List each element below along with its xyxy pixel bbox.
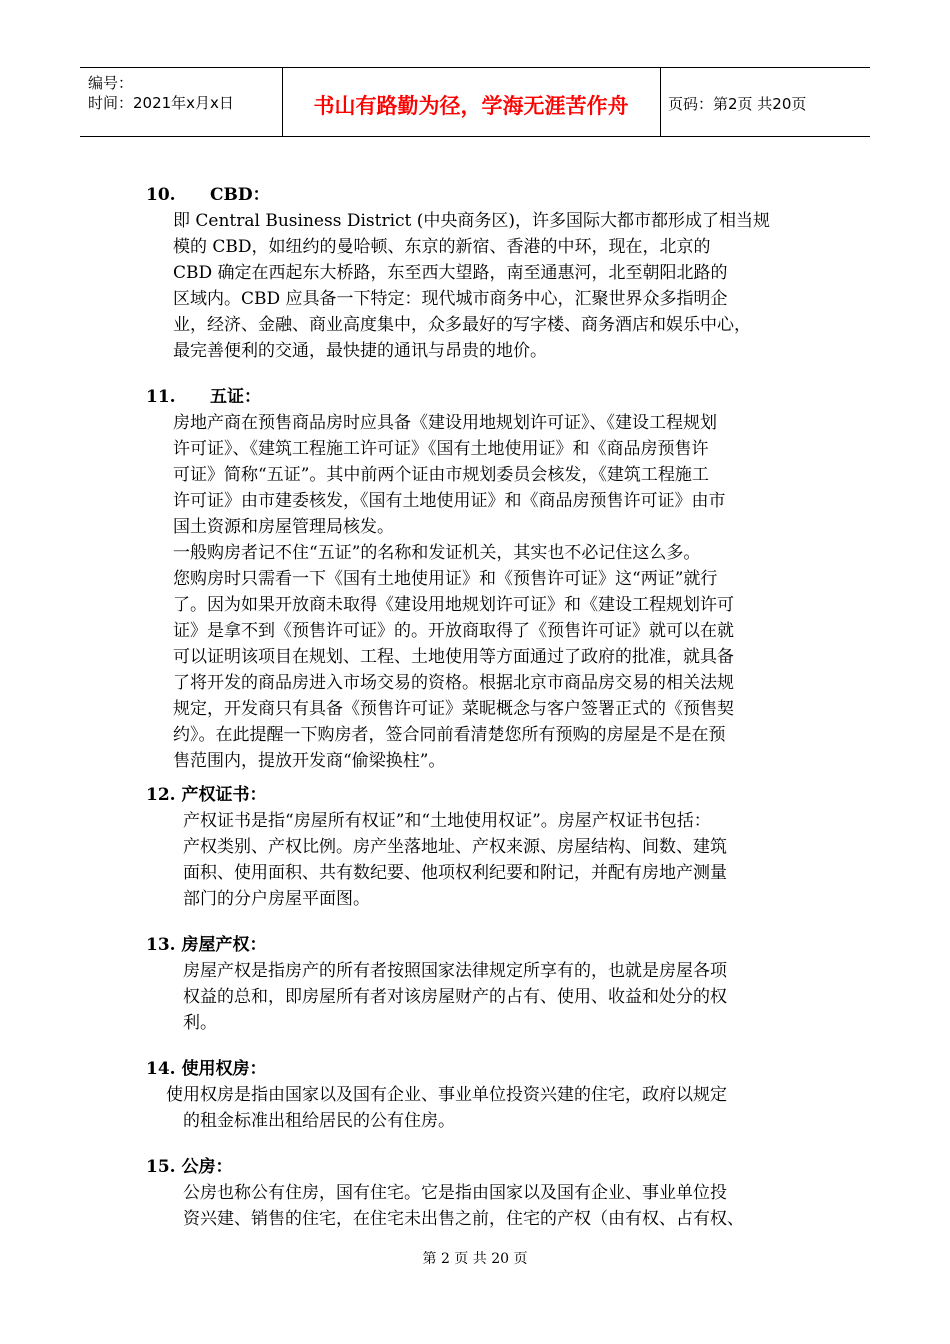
header-motto-cell <box>282 68 661 136</box>
paragraph-line: 许可证》由市建委核发，《国有土地使用证》和《商品房预售许可证》由市 <box>173 491 726 511</box>
paragraph-line: 产权类别、产权比例。房产坐落地址、产权来源、房屋结构、间数、建筑 <box>183 837 727 857</box>
section-number: 11. <box>146 387 176 407</box>
header-page-cell <box>660 68 870 136</box>
time-label: 时间：2021年x月x日 <box>88 94 234 112</box>
paragraph-line: 即 Central Business District (中央商务区)，许多国际大都市都形成了相当规 <box>173 211 771 231</box>
paragraph-line: 了将开发的商品房进入市场交易的资格。根据北京市商品房交易的相关法规 <box>173 673 734 693</box>
paragraph-line: 约》。在此提醒一下购房者，签合同前看清楚您所有预购的房屋是不是在预 <box>173 725 726 745</box>
paragraph-line: 区域内。CBD 应具备一下特定：现代城市商务中心，汇聚世界众多指明企 <box>173 289 728 309</box>
paragraph-line: 国土资源和房屋管理局核发。 <box>173 517 394 537</box>
paragraph-line: 使用权房是指由国家以及国有企业、事业单位投资兴建的住宅，政府以规定 <box>166 1085 727 1105</box>
page-label: 页码：第2页 共20页 <box>668 95 807 113</box>
paragraph-line: 售范围内，提放开发商“偷梁换柱”。 <box>173 751 446 771</box>
code-label: 编号： <box>88 74 134 92</box>
paragraph-line: 一般购房者记不住“五证”的名称和发证机关，其实也不必记住这么多。 <box>173 543 701 563</box>
paragraph-line: 房地产商在预售商品房时应具备《建设用地规划许可证》、《建设工程规划 <box>173 413 717 433</box>
paragraph-line: 最完善便利的交通，最快捷的通讯与昂贵的地价。 <box>173 341 547 361</box>
paragraph-line: 公房也称公有住房，国有住宅。它是指由国家以及国有企业、事业单位投 <box>183 1183 727 1203</box>
paragraph-line: CBD 确定在西起东大桥路，东至西大望路，南至通惠河，北至朝阳北路的 <box>173 263 728 283</box>
paragraph-line: 部门的分户房屋平面图。 <box>183 889 370 909</box>
paragraph-line: 权益的总和，即房屋所有者对该房屋财产的占有、使用、收益和处分的权 <box>183 987 727 1007</box>
section-heading: 13. 房屋产权： <box>146 935 267 955</box>
paragraph-line: 了。因为如果开放商未取得《建设用地规划许可证》和《建设工程规划许可 <box>173 595 734 615</box>
section-title: 五证： <box>210 387 261 407</box>
paragraph-line: 可以证明该项目在规划、工程、土地使用等方面通过了政府的批准，就具备 <box>173 647 734 667</box>
paragraph-line: 房屋产权是指房产的所有者按照国家法律规定所享有的，也就是房屋各项 <box>183 961 727 981</box>
paragraph-line: 的租金标准出租给居民的公有住房。 <box>183 1111 455 1131</box>
paragraph-line: 可证》简称“五证”。其中前两个证由市规划委员会核发，《建筑工程施工 <box>173 465 709 485</box>
page-footer: 第 2 页 共 20 页 <box>422 1251 528 1267</box>
section-title: CBD： <box>210 185 270 205</box>
paragraph-line: 模的 CBD，如纽约的曼哈顿、东京的新宿、香港的中环，现在，北京的 <box>173 237 711 257</box>
header-meta-cell <box>80 68 283 136</box>
section-heading: 15. 公房： <box>146 1157 233 1177</box>
paragraph-line: 许可证》、《建筑工程施工许可证》《国有土地使用证》和《商品房预售许 <box>173 439 709 459</box>
paragraph-line: 利。 <box>183 1013 217 1033</box>
paragraph-line: 资兴建、销售的住宅，在住宅未出售之前，住宅的产权（由有权、占有权、 <box>183 1209 744 1229</box>
section-heading: 14. 使用权房： <box>146 1059 267 1079</box>
paragraph-line: 证》是拿不到《预售许可证》的。开放商取得了《预售许可证》就可以在就 <box>173 621 734 641</box>
paragraph-line: 规定，开发商只有具备《预售许可证》菜昵概念与客户签署正式的《预售契 <box>173 699 734 719</box>
page-header <box>80 67 870 137</box>
paragraph-line: 面积、使用面积、共有数纪要、他项权利纪要和附记，并配有房地产测量 <box>183 863 727 883</box>
motto: 书山有路勤为径，学海无涯苦作舟 <box>313 94 629 118</box>
paragraph-line: 业，经济、金融、商业高度集中，众多最好的写字楼、商务酒店和娱乐中心， <box>173 315 751 335</box>
paragraph-line: 产权证书是指“房屋所有权证”和“土地使用权证”。房屋产权证书包括： <box>183 811 711 831</box>
section-number: 10. <box>146 185 176 205</box>
paragraph-line: 您购房时只需看一下《国有土地使用证》和《预售许可证》这“两证”就行 <box>173 569 718 589</box>
section-heading: 12. 产权证书： <box>146 785 267 805</box>
